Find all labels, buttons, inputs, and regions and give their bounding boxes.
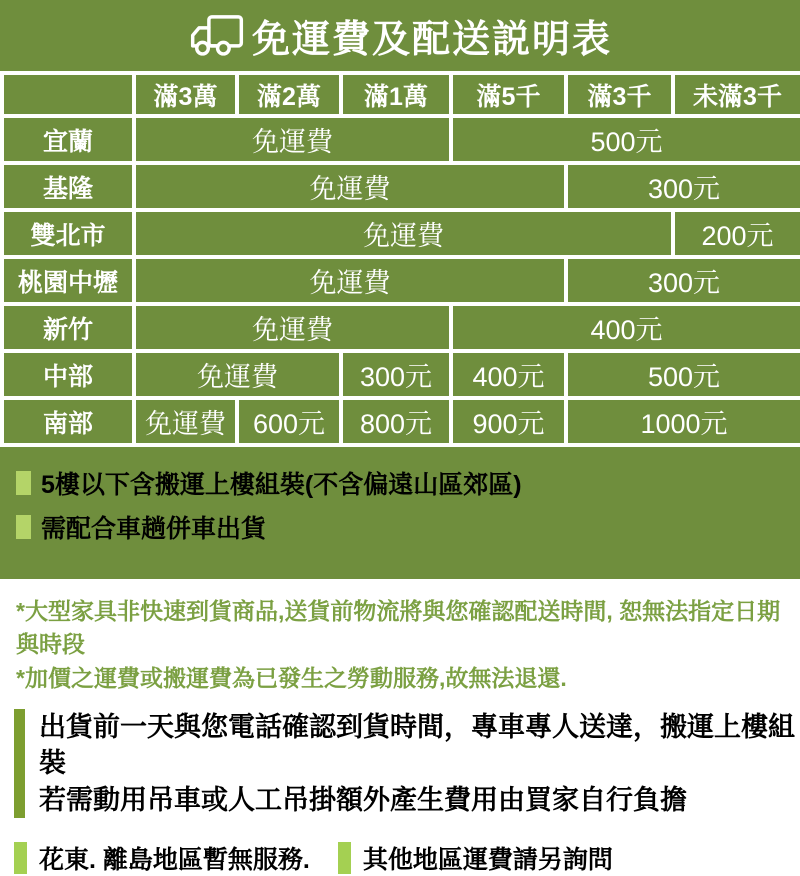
fee-cell: 500元 — [566, 351, 800, 398]
fee-row — [2, 210, 800, 257]
note-text: 5樓以下含搬運上樓組裝(不含偏遠山區郊區) — [41, 471, 522, 499]
header-bar — [0, 0, 800, 71]
footer-note-item — [338, 840, 613, 876]
fee-cell: 400元 — [451, 304, 800, 351]
row-label: 雙北市 — [2, 210, 134, 257]
fee-row — [2, 163, 800, 210]
col-header: 滿3萬 — [134, 73, 237, 116]
fee-cell: 900元 — [451, 398, 566, 445]
delivery-note — [14, 709, 800, 818]
fee-cell: 免運費 — [134, 304, 451, 351]
delivery-note-line: 出貨前一天與您電話確認到貨時間，專車專人送達，搬運上樓組裝 — [39, 712, 795, 779]
bullet-square-icon — [16, 471, 31, 495]
green-bar-icon — [14, 709, 25, 818]
col-header: 滿2萬 — [237, 73, 341, 116]
note-text: 需配合車趟併車出貨 — [41, 515, 267, 543]
asterisk-note-line: *大型家具非快速到貨商品,送貨前物流將與您確認配送時間, 恕無法指定日期與時段 — [16, 598, 781, 658]
row-label: 桃園中壢 — [2, 257, 134, 304]
fee-cell: 500元 — [451, 116, 800, 163]
fee-row — [2, 304, 800, 351]
fee-row — [2, 116, 800, 163]
page-title: 免運費及配送説明表 — [251, 19, 612, 61]
fee-row — [2, 351, 800, 398]
fee-row — [2, 398, 800, 445]
footer-notes — [14, 840, 800, 876]
fee-cell: 600元 — [237, 398, 341, 445]
fee-cell: 400元 — [451, 351, 566, 398]
footer-note-text: 其他地區運費請另詢問 — [362, 846, 613, 875]
row-label: 中部 — [2, 351, 134, 398]
fee-table-body — [2, 116, 800, 445]
note-item — [16, 465, 800, 501]
asterisk-notes — [16, 595, 800, 695]
row-label: 新竹 — [2, 304, 134, 351]
footer-note-item — [14, 840, 310, 876]
footer-bullet-icon — [338, 842, 351, 874]
footer-bullet-icon — [14, 842, 27, 874]
olive-notes — [0, 447, 800, 545]
header-row — [2, 73, 800, 116]
fee-cell: 免運費 — [134, 163, 566, 210]
fee-cell: 300元 — [341, 351, 451, 398]
bullet-square-icon — [16, 515, 31, 539]
fee-cell: 800元 — [341, 398, 451, 445]
col-header: 滿3千 — [566, 73, 673, 116]
footer-note-text: 花東. 離島地區暫無服務. — [39, 846, 310, 875]
fee-cell: 200元 — [673, 210, 800, 257]
fee-cell: 免運費 — [134, 351, 341, 398]
row-label: 宜蘭 — [2, 116, 134, 163]
fee-cell: 1000元 — [566, 398, 800, 445]
delivery-note-text — [39, 709, 800, 818]
col-header: 滿1萬 — [341, 73, 451, 116]
fee-cell: 免運費 — [134, 257, 566, 304]
asterisk-note-line: *加價之運費或搬運費為已發生之勞動服務,故無法退還. — [16, 664, 567, 691]
delivery-note-line: 若需動用吊車或人工吊掛額外產生費用由買家自行負擔 — [39, 784, 687, 815]
col-header: 未滿3千 — [673, 73, 800, 116]
row-label: 基隆 — [2, 163, 134, 210]
fee-cell: 300元 — [566, 163, 800, 210]
truck-icon — [188, 14, 246, 58]
note-item — [16, 509, 800, 545]
fee-table — [0, 71, 800, 447]
row-label: 南部 — [2, 398, 134, 445]
col-header: 滿5千 — [451, 73, 566, 116]
fee-table-head — [2, 73, 800, 116]
fee-cell: 免運費 — [134, 210, 673, 257]
white-section — [0, 579, 800, 876]
corner-cell — [2, 73, 134, 116]
fee-cell: 300元 — [566, 257, 800, 304]
fee-row — [2, 257, 800, 304]
fee-cell: 免運費 — [134, 116, 451, 163]
fee-cell: 免運費 — [134, 398, 237, 445]
